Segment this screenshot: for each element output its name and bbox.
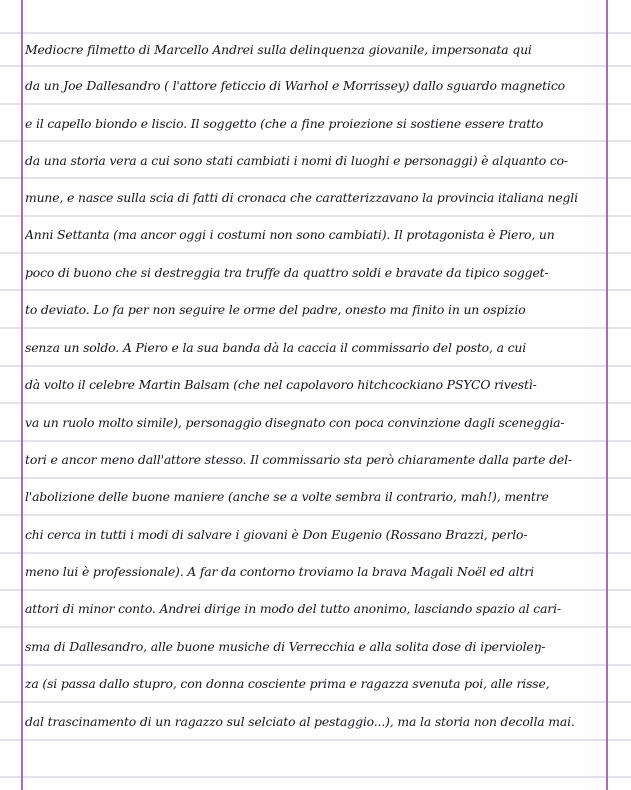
text-line-6: Anni Settanta (ma ancor oggi i costumi non sono cambiati). Il protagonista è Piero, un (25, 227, 555, 242)
text-line-15: meno lui è professionale). A far da contorno troviamo la brava Magali Noël ed altri (25, 564, 534, 579)
text-line-2: da un Joe Dallesandro ( l'attore feticcio di Warhol e Morrissey) dallo sguardo magnetico (25, 78, 565, 93)
text-line-14: chi cerca in tutti i modi di salvare i giovani è Don Eugenio (Rossano Brazzi, perlo- (25, 527, 528, 542)
text-line-18: za (si passa dallo stupro, con donna cosciente prima e ragazza svenuta poi, alle risse, (25, 676, 550, 691)
text-line-11: va un ruolo molto simile), personaggio disegnato con poca convinzione dagli sceneggia- (25, 415, 565, 430)
text-line-8: to deviato. Lo fa per non seguire le orme del padre, onesto ma finito in un ospizio (25, 302, 526, 317)
text-line-13: l'abolizione delle buone maniere (anche se a volte sembra il contrario, mah!), mentre (25, 489, 549, 504)
text-line-16: attori di minor conto. Andrei dirige in modo del tutto anonimo, lasciando spazio al cari- (25, 601, 561, 616)
text-line-10: dà volto il celebre Martin Balsam (che nel capolavoro hitchcockiano PSYCO rivestì- (25, 377, 537, 392)
text-line-4: da una storia vera a cui sono stati cambiati i nomi di luoghi e personaggi) è alquanto co- (25, 153, 568, 168)
text-line-17: sma di Dallesandro, alle buone musiche di Verrecchia e alla solita dose di ipervioleŋ- (25, 639, 546, 654)
text-line-7: poco di buono che si destreggia tra truffe da quattro soldi e bravate da tipico sogget- (25, 265, 549, 280)
text-line-19: dal trascinamento di un ragazzo sul selciato al pestaggio...), ma la storia non decolla mai. (25, 714, 575, 729)
text-line-3: e il capello biondo e liscio. Il soggetto (che a fine proiezione si sostiene essere tratto (25, 116, 544, 131)
text-line-5: mune, e nasce sulla scia di fatti di cronaca che caratterizzavano la provincia italiana negli (25, 190, 578, 205)
text-line-12: tori e ancor meno dall'attore stesso. Il commissario sta però chiaramente dalla parte del- (25, 452, 572, 467)
text-line-9: senza un soldo. A Piero e la sua banda dà la caccia il commissario del posto, a cui (25, 340, 527, 355)
text-line-1: Mediocre filmetto di Marcello Andrei sulla delinquenza giovanile, impersonata qui (25, 42, 532, 57)
